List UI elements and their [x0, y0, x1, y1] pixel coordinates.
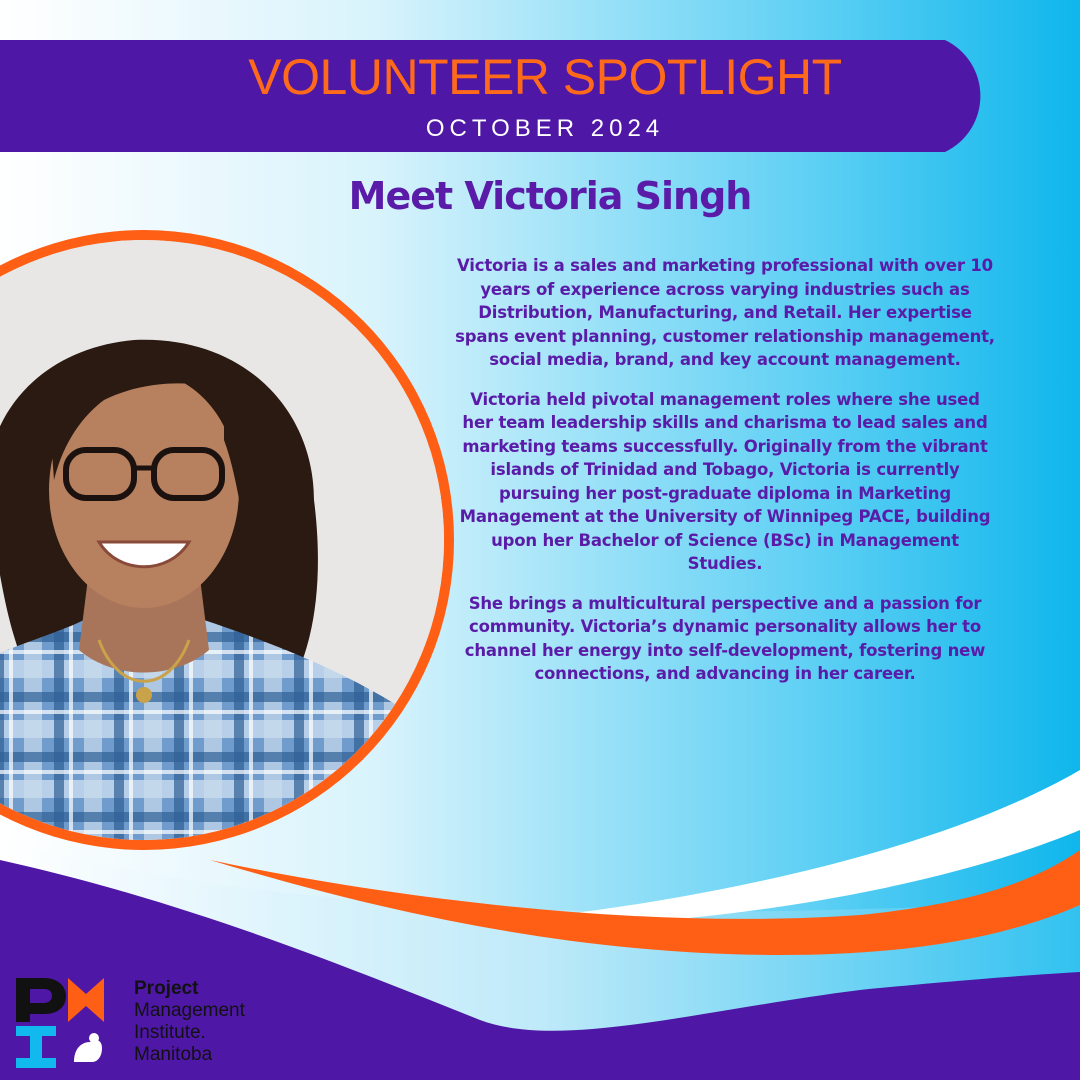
logo-line-2: Management — [134, 1000, 245, 1021]
logo-line-3: Institute. — [134, 1022, 206, 1043]
headline: Meet Victoria Singh — [348, 174, 752, 218]
pmi-logo-text — [134, 978, 245, 1066]
bio-paragraph-3: She brings a multicultural perspective and a passion for community. Victoria’s dynamic personality allows her to channel her energy into self-development, fostering new connections, and advancing in her career. — [464, 593, 986, 683]
bio-paragraph-2: Victoria held pivotal management roles where she used her team leadership skills and charisma to lead sales and marketing teams successfully. Originally from the vibrant islands of Trinidad and Tobago, Victoria is currently pursuing her post-graduate diploma in Marketing Management at the University of Winnipeg PACE, building upon her Bachelor of Science (BSc) in Management Studies. — [459, 389, 991, 573]
banner-subtitle: OCTOBER 2024 — [425, 115, 665, 142]
pmi-logo — [16, 978, 266, 1070]
bio-paragraph-1: Victoria is a sales and marketing professional with over 10 years of experience across varying industries such as Distribution, Manufacturing, and Retail. Her expertise spans event planning, customer relationship management, social media, brand, and key account management. — [455, 256, 995, 369]
logo-line-1: Project — [134, 978, 199, 999]
banner-title: VOLUNTEER SPOTLIGHT — [248, 49, 842, 105]
pmi-logo-icon — [16, 978, 112, 1068]
bio-text — [455, 254, 995, 702]
logo-line-4: Manitoba — [134, 1044, 213, 1065]
